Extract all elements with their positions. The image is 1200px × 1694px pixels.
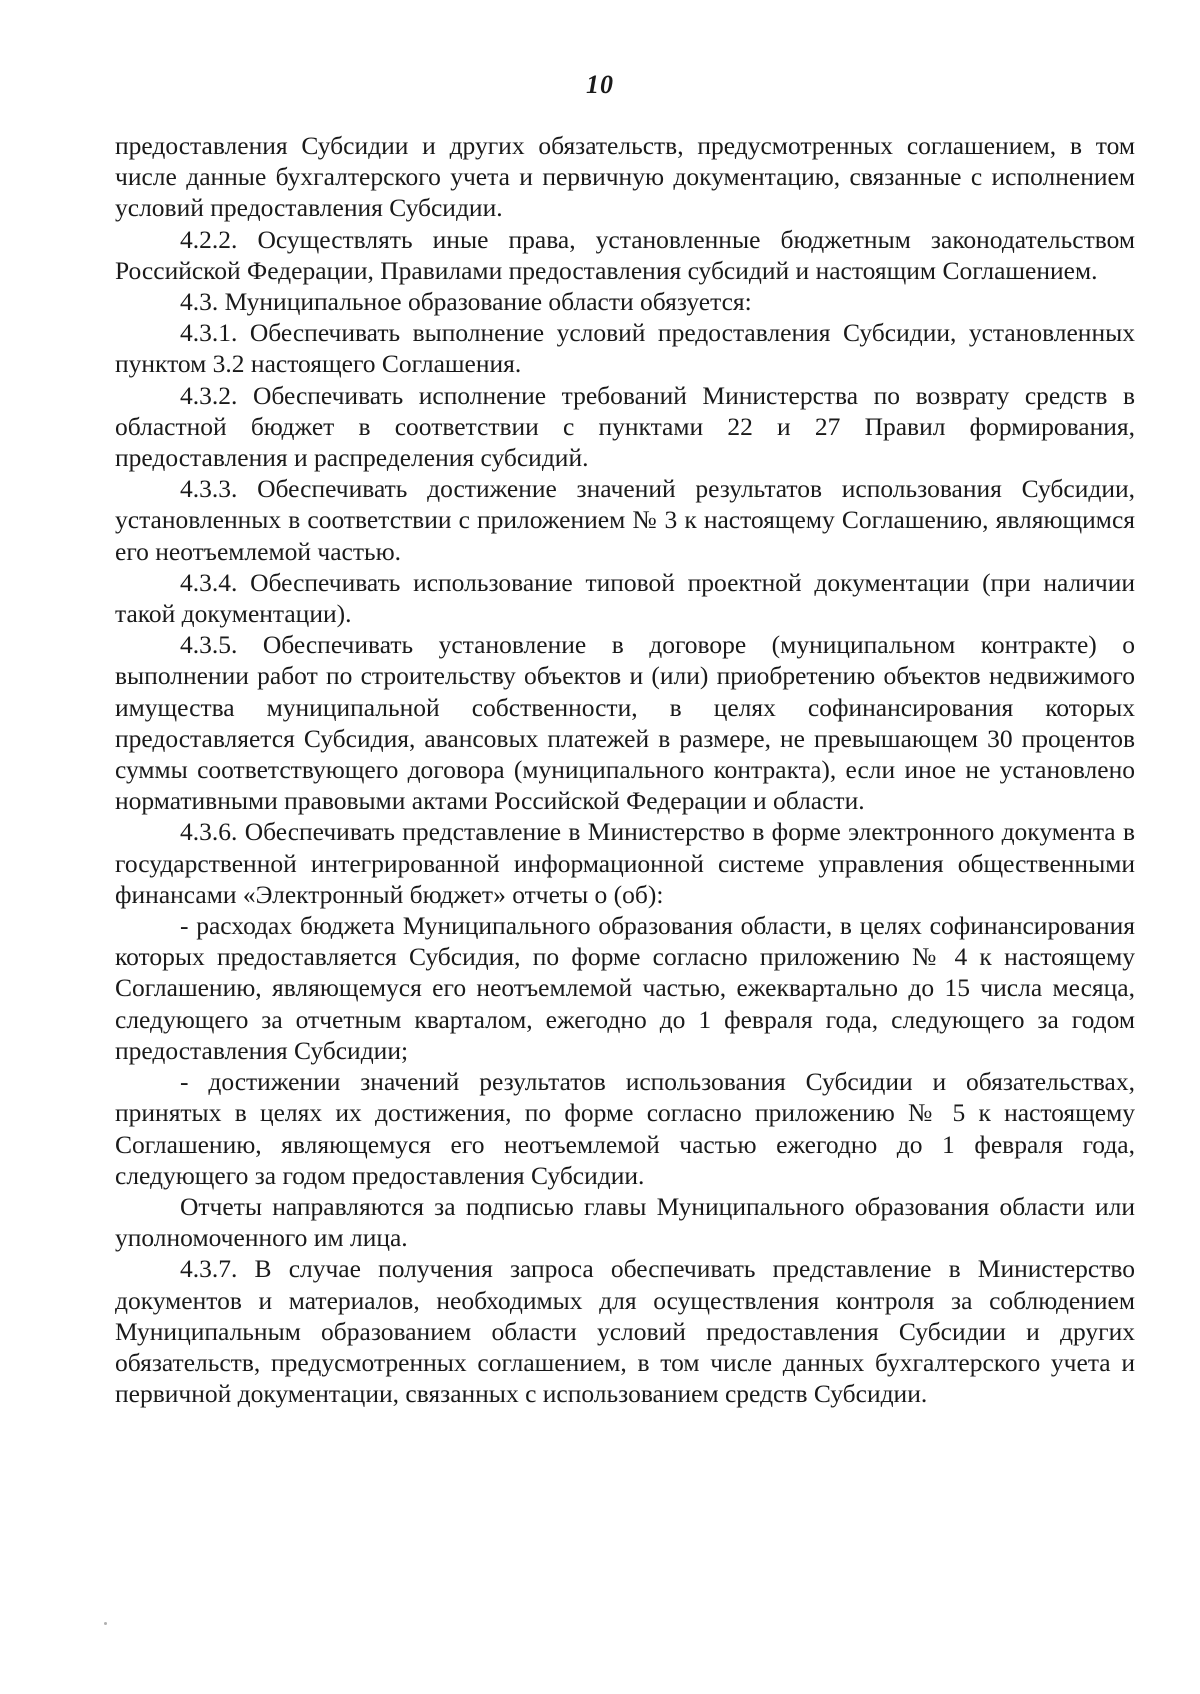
paragraph-4-2-2: 4.2.2. Осуществлять иные права, установленные бюджетным законодательством Российской Федерации, Правилами предоставления субсидий и настоящим Соглашением.	[115, 224, 1135, 285]
paragraph-4-3-1: 4.3.1. Обеспечивать выполнение условий предоставления Субсидии, установленных пунктом 3.2 настоящего Соглашения.	[115, 318, 1135, 379]
paragraph-reports-signature: Отчеты направляются за подписью главы Муниципального образования области или уполномоченного им лица.	[115, 1191, 1135, 1253]
paragraph-4-3-6: 4.3.6. Обеспечивать представление в Министерство в форме электронного документа в государственной интегрированной информационной системе управления общественными финансами «Электронный бюджет» отчеты о (об):	[115, 817, 1135, 909]
paragraph-4-3-7: 4.3.7. В случае получения запроса обеспечивать представление в Министерство документов и материалов, необходимых для осуществления контроля за соблюдением Муниципальным образованием области условий предоставления Субсидии и других обязательств, предусмотренных соглашением, в том числе данных бухгалтерского учета и первичной документации, связанных с использованием средств Субсидии.	[115, 1254, 1135, 1409]
list-item-results-report: - достижении значений результатов использования Субсидии и обязательствах, принятых в целях их достижения, по форме согласно приложению № 5 к настоящему Соглашению, являющемуся его неотъемлемой частью ежегодно до 1 февраля года, следующего за годом предоставления Субсидии.	[115, 1067, 1135, 1190]
paragraph-continuation: предоставления Субсидии и других обязательств, предусмотренных соглашением, в том числе данные бухгалтерского учета и первичную документацию, связанные с исполнением условий предоставления Субсидии.	[115, 131, 1135, 223]
paragraph-4-3-2: 4.3.2. Обеспечивать исполнение требований Министерства по возврату средств в областной бюджет в соответствии с пунктами 22 и 27 Правил формирования, предоставления и распределения субсидий.	[115, 380, 1135, 473]
page-number: 10	[586, 70, 614, 99]
paragraph-4-3-4: 4.3.4. Обеспечивать использование типовой проектной документации (при наличии такой документации).	[115, 567, 1135, 629]
paragraph-4-3-5: 4.3.5. Обеспечивать установление в договоре (муниципальном контракте) о выполнении работ по строительству объектов и (или) приобретению объектов недвижимого имущества муниципальной собственности, в целях софинансирования которых предоставляется Субсидия, авансовых платежей в размере, не превышающем 30 процентов суммы соответствующего договора (муниципального контракта), если иное не установлено нормативными правовыми актами Российской Федерации и области.	[115, 630, 1135, 816]
document-body	[115, 130, 1135, 1409]
paragraph-4-3-3: 4.3.3. Обеспечивать достижение значений результатов использования Субсидии, установленных в соответствии с приложением № 3 к настоящему Соглашению, являющимся его неотъемлемой частью.	[115, 474, 1135, 566]
list-item-expenses-report: - расходах бюджета Муниципального образования области, в целях софинансирования которых предоставляется Субсидия, по форме согласно приложению № 4 к настоящему Соглашению, являющемуся его неотъемлемой частью, ежеквартально до 15 числа месяца, следующего за отчетным кварталом, ежегодно до 1 февраля года, следующего за годом предоставления Субсидии;	[115, 911, 1135, 1065]
scan-artifact	[104, 1622, 107, 1625]
paragraph-4-3: 4.3. Муниципальное образование области обязуется:	[180, 287, 752, 317]
